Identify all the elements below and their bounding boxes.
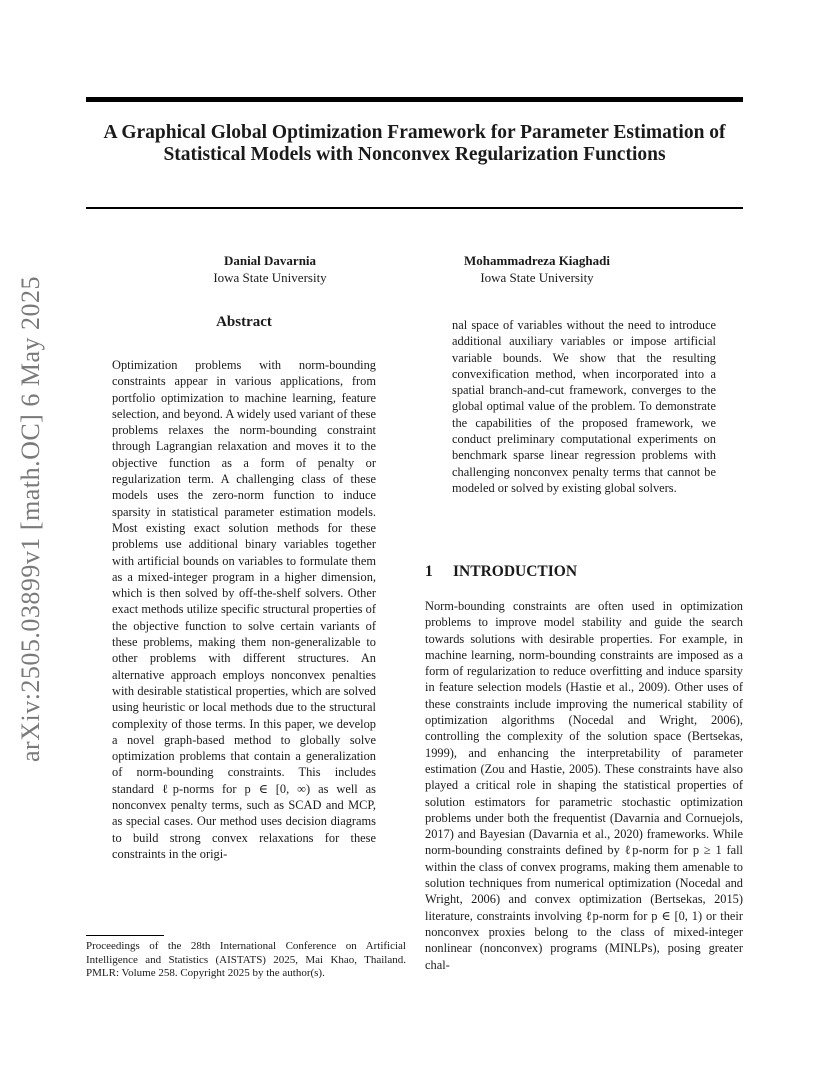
paper-title: A Graphical Global Optimization Framework for Parameter Estimation of Statistical Models with Nonconvex Regularization Functions (103, 122, 726, 165)
author-block-1 (120, 252, 420, 286)
author-name: Mohammadreza Kiaghadi (463, 253, 610, 268)
author-name: Danial Davarnia (223, 253, 317, 268)
proceedings-footnote: Proceedings of the 28th International Conference on Artificial Intelligence and Statistics (AISTATS) 2025, Mai Khao, Thailand. PMLR: Volume 258. Copyright 2025 by the author(s). (86, 940, 406, 979)
section-heading (425, 563, 577, 581)
author-block-2 (387, 252, 687, 286)
abstract-text-part-1: Optimization problems with norm-bounding constraints appear in various applications, from portfolio optimization to machine learning, feature selection, and beyond. A widely used variant of these problems relaxes the norm-bounding constraint through Lagrangian relaxation and moves it to the objective function as a form of penalty or regularization term. A challenging class of these models uses the zero-norm function to induce sparsity in statistical parameter estimation models. Most existing exact solution methods for these problems use additional binary variables together with artificial bounds on variables to formulate them as a mixed-integer program in a higher dimension, which is then solved by off-the-shelf solvers. Other exact methods utilize specific structural properties of the objective function to solve certain variants of these problems, making them non-generalizable to other problems with different structures. An alternative approach employs nonconvex penalties with desirable statistical properties, which are solved using heuristic or local methods due to the structural complexity of those terms. In this paper, we develop a novel graph-based method to globally solve optimization problems that contain a generalization of norm-bounding constraints. This includes standard ℓp-norms for p ∈ [0, ∞) as well as nonconvex penalty terms, such as SCAD and MCP, as special cases. Our method uses decision diagrams to build strong convex relaxations for these constraints in the origi- (112, 358, 376, 861)
section-title: INTRODUCTION (453, 563, 578, 580)
abstract-text-part-2: nal space of variables without the need to introduce additional auxiliary variables or impose artificial variable bounds. We show that the resulting convexification method, when incorporated into a spatial branch-and-cut framework, converges to the global optimal value of the problem. To demonstrate the capabilities of the proposed framework, we conduct preliminary computational experiments on benchmark sparse linear regression problems with challenging nonconvex penalty terms that cannot be modeled or solved by existing global solvers. (452, 318, 716, 495)
arxiv-sidebar-stamp (14, 272, 54, 762)
title-bottom-rule (86, 207, 743, 209)
title-top-rule (86, 97, 743, 102)
author-affiliation: Iowa State University (480, 270, 594, 285)
abstract-heading: Abstract (216, 314, 272, 330)
introduction-text: Norm-bounding constraints are often used in optimization problems to improve model stability and guide the search towards solutions with desirable properties. For example, in machine learning, norm-bounding constraints are imposed as a form of regularization to reduce overfitting and induce sparsity in feature selection models (Hastie et al., 2009). Other uses of these constraints include improving the numerical stability of optimization algorithms (Nocedal and Wright, 2006), controlling the complexity of the solution space (Bertsekas, 1999), and enhancing the interpretability of parameter estimation (Zou and Hastie, 2005). These constraints have also played a critical role in shaping the statistical properties of solution estimators for parametric stochastic optimization problems under both the frequentist (Davarnia and Cornuejols, 2017) and Bayesian (Davarnia et al., 2020) frameworks. While norm-bounding constraints defined by ℓp-norm for p ≥ 1 fall within the class of convex programs, making them amenable to solution techniques from numerical optimization (Nocedal and Wright, 2006) and convex optimization (Bertsekas, 2015) literature, constraints involving ℓp-norm for p ∈ [0, 1) or their nonconvex proxies belong to the class of mixed-integer nonlinear (nonconvex) programs (MINLPs), posing greater chal- (425, 599, 743, 972)
footnote-rule (86, 935, 164, 936)
arxiv-identifier: arXiv:2505.03899v1 [math.OC] 6 May 2025 (16, 275, 45, 762)
author-affiliation: Iowa State University (213, 270, 327, 285)
section-number: 1 (425, 563, 433, 580)
